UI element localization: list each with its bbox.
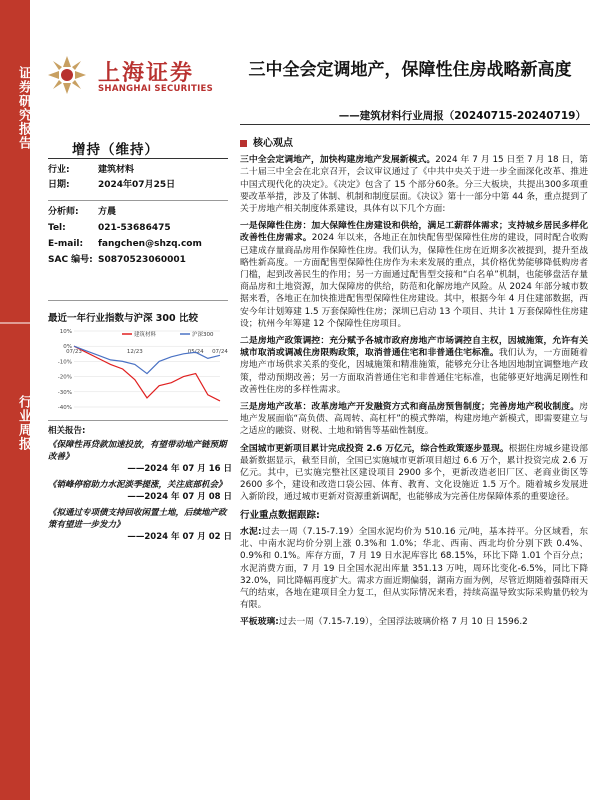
analyst-name: 方晨 bbox=[98, 207, 117, 217]
related-report-title[interactable]: 《保障性再贷款加速投放，有望带动地产链预期改善》 bbox=[48, 440, 227, 462]
x-tick-label: 07/24 bbox=[212, 349, 228, 356]
y-tick-label: -30% bbox=[57, 389, 72, 396]
paragraph: 二是房地产政策调控：充分赋予各城市政府房地产市场调控自主权，因城施策，允许有关城市取消或调减住房限购政策，取消普通住宅和非普通住宅标准。我们认为，一方面随着房地产市场供求关系的变化，因城施策和精准施策，能够充分让各地因地制宜调整地产政策，带动预期改善；另一方面取消普通住宅和非普通住宅标准，也能够更好地满足刚性和改善性住房的多样性需求。 bbox=[240, 336, 588, 395]
meta-industry bbox=[48, 164, 134, 177]
paragraph: 水泥:过去一周（7.15-7.19）全国水泥均价为 510.16 元/吨，基本持平。分区域看，东北、中南水泥均价分别上涨 0.3%和 1.0%；华北、西南、西北均价分别下跌 0.4%、0.9%和 0.1%。库存方面，7 月 19 日水泥库容比 68.15%，环比下降 1.01 个百分点；水泥消费方面，7 月 19 日全国水泥出库量 351.13 万吨，周环比变化-6.5%，同比下降 32.0%，同比降幅再度扩大。需求方面近期偏弱，湖南方面为例，尽管近期随着强降雨天气的结束，各地在建项目全力复工，但从实际情况来看，持续高温导致实际采购量仍较为有限。 bbox=[240, 526, 588, 611]
analyst-label: 分析师: bbox=[48, 207, 79, 217]
chart-top-rule bbox=[48, 300, 228, 301]
meta-date bbox=[48, 179, 175, 192]
square-bullet-icon bbox=[240, 140, 247, 147]
paragraph: 全国城市更新项目累计完成投资 2.6 万亿元，综合性政策逐步显现。根据住房城乡建设部最新数据显示，截至目前，全国已实施城市更新项目超过 6.6 万个，累计投资完成 2.6 万亿元。其中，已实施完整社区建设项目 2900 多个，更新改造老旧厂区、老商业街区等 2600 多个，建设和改造口袋公园、体育、教育、文化设施近 1.5 万个。随着城乡发展进入新阶段，通过城市更新对资源重新调配，也能够成为完善住房保障体系的重要途径。 bbox=[240, 443, 588, 503]
email-value[interactable]: fangchen@shzq.com bbox=[98, 239, 202, 249]
y-tick-label: -40% bbox=[57, 405, 72, 411]
y-tick-label: -20% bbox=[57, 374, 72, 381]
related-report-title[interactable]: 《拟通过专项债支持回收闲置土地，后续地产政策有望进一步发力》 bbox=[48, 508, 227, 530]
section-heading: 核心观点 bbox=[240, 138, 588, 150]
chart-title: 最近一年行业指数与沪深 300 比较 bbox=[48, 313, 198, 324]
paragraph: 三中全会定调地产，加快构建房地产发展新模式。2024 年 7 月 15 日至 7 月 18 日，第二十届三中全会在北京召开，会议审议通过了《中共中央关于进一步全面深化改革、推进中国式现代化的决定》。《决定》包含了 15 个部分60条。分三大板块，共提出300多项重要改革举措，涉及了体制、机制和制度层面。《决议》第十一部分中第 44 条，重点提到了关于房地产相关制度体系建设，具体有以下几个方面: bbox=[240, 155, 588, 215]
x-tick-label: 05/24 bbox=[187, 349, 204, 356]
paragraph: 平板玻璃:过去一周（7.15-7.19），全国浮法玻璃价格 7 月 10 日 1596.2 bbox=[240, 617, 528, 628]
report-title: 三中全会定调地产，保障性住房战略新高度 bbox=[248, 60, 572, 80]
legend-label: 建筑材料 bbox=[134, 332, 157, 338]
index-comparison-chart bbox=[48, 325, 228, 417]
sidebar bbox=[0, 0, 30, 800]
analyst-email-row bbox=[48, 238, 202, 251]
sidebar-report-type: 证券研究报告 bbox=[16, 66, 31, 150]
tel-value: 021-53686475 bbox=[98, 223, 171, 233]
industry-label: 行业: bbox=[48, 165, 70, 175]
related-heading: 相关报告: bbox=[48, 426, 86, 436]
industry-value: 建筑材料 bbox=[98, 165, 135, 175]
title-rule bbox=[240, 124, 590, 125]
logo-english: SHANGHAI SECURITIES bbox=[98, 84, 214, 94]
related-report-title[interactable]: 《销峰停窑助力水泥淡季提涨，关注底部机会》 bbox=[48, 480, 227, 490]
meta-rule bbox=[48, 200, 228, 201]
legend-label: 沪深300 bbox=[192, 332, 214, 338]
analyst-sac-row bbox=[48, 254, 186, 267]
sidebar-divider bbox=[0, 322, 30, 324]
email-label: E-mail: bbox=[48, 239, 84, 249]
paragraph: 三是房地产改革：改革房地产开发融资方式和商品房预售制度；完善房地产税收制度。房地产发展面临“高负债、高周转、高杠杆”的模式弊端，构建房地产新模式，即需要建立与之适应的融资、财税、土地和销售等基础性制度。 bbox=[240, 402, 588, 437]
paragraph: 一是保障性住房：加大保障性住房建设和供给，满足工薪群体需求；支持城乡居民多样化改善性住房需求。2024 年以来，各地正在加快配售型保障性住房的建设，同时配合收购已建成存量商品房用作保障性住房。我们认为，保障性住房在近期多次被提到，提升至战略性新高度。一方面配售型保障性住房作为未来发展的重点，其价格优势能够降低购房者门槛，起到改善民生的作用；另一方面通过配售型交接和“白名单”机制，也能够盘活存量商品房和土地资源，加大保障房的供给，防范和化解房地产风险。从 2024 年部分城市数据来看，各地正在加快推进配售型保障性住房建设。其中，根据今年 4 月住建部数据，西安今年计划筹建 1.5 万套保障性住房；深圳已启动 13 个项目、共计 1 万套保障性住房建设；杭州今年筹建 12 个保障性住房项目。 bbox=[240, 221, 588, 329]
x-tick-label: 12/23 bbox=[126, 349, 143, 356]
date-label: 日期: bbox=[48, 180, 70, 190]
y-tick-label: 10% bbox=[59, 329, 72, 335]
chart-bottom-rule bbox=[48, 420, 228, 421]
related-reports bbox=[48, 425, 232, 547]
related-report-date: ——2024 年 07 月 16 日 bbox=[127, 464, 232, 474]
y-tick-label: -10% bbox=[57, 359, 72, 366]
report-subtitle: ——建筑材料行业周报（20240715-20240719） bbox=[338, 110, 586, 122]
tel-label: Tel: bbox=[48, 223, 66, 233]
main-content bbox=[240, 138, 588, 634]
analyst-tel-row bbox=[48, 222, 171, 235]
company-logo bbox=[46, 54, 246, 102]
sidebar-category: 行业周报 bbox=[16, 395, 31, 451]
logo-chinese: 上海证券 bbox=[98, 61, 195, 86]
sac-label: SAC 编号: bbox=[48, 255, 93, 265]
related-report-date: ——2024 年 07 月 02 日 bbox=[127, 532, 232, 542]
related-report-date: ——2024 年 07 月 08 日 bbox=[127, 492, 232, 502]
rating-rule bbox=[48, 158, 228, 159]
logo-mark-icon bbox=[46, 54, 88, 96]
analyst-name-row bbox=[48, 206, 116, 219]
y-tick-label: 0% bbox=[63, 344, 72, 351]
data-tracking-heading: 行业重点数据跟踪: bbox=[240, 509, 320, 521]
sac-value: S0870523060001 bbox=[98, 255, 186, 265]
rating: 增持（维持） bbox=[72, 142, 159, 158]
x-tick-label: 07/23 bbox=[66, 349, 82, 356]
date-value: 2024年07月25日 bbox=[98, 180, 176, 190]
